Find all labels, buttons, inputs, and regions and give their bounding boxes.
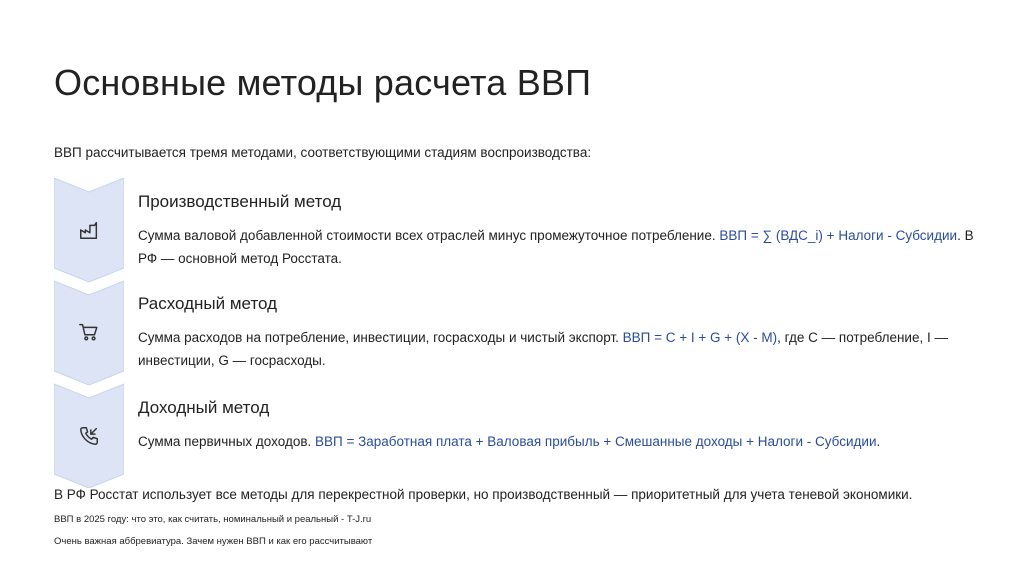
factory-icon xyxy=(78,219,100,241)
description-text: Сумма расходов на потребление, инвестиции, госрасходы и чистый экспорт. xyxy=(138,330,623,345)
conclusion-text: В РФ Росстат использует все методы для перекрестной проверки, но производственный — приоритетный для учета теневой экономики. xyxy=(54,487,913,502)
incoming-call-icon xyxy=(78,425,100,447)
page-title: Основные методы расчета ВВП xyxy=(54,62,592,103)
method-description xyxy=(138,224,978,270)
source-link[interactable]: ВВП в 2025 году: что это, как считать, номинальный и реальный - T-J.ru xyxy=(54,514,372,525)
description-text: Сумма валовой добавленной стоимости всех отраслей минус промежуточное потребление. xyxy=(138,228,720,243)
formula: ВВП = Заработная плата + Валовая прибыль + Смешанные доходы + Налоги - Субсидии xyxy=(315,434,877,449)
description-text: . xyxy=(876,434,881,449)
method-expenditure xyxy=(138,294,978,372)
method-title: Доходный метод xyxy=(138,398,270,417)
method-description xyxy=(138,430,978,453)
method-income xyxy=(138,398,978,453)
formula: ВВП = C + I + G + (X - M) xyxy=(622,330,778,345)
description-text: , где C — потребление, I — инвестиции, G — госрасходы. xyxy=(138,330,948,368)
description-text: Сумма первичных доходов. xyxy=(138,434,316,449)
method-production xyxy=(138,192,978,270)
method-title: Производственный метод xyxy=(138,192,342,211)
formula: ВВП = ∑ (ВДС_i) + Налоги - Субсидии xyxy=(719,228,958,243)
method-title: Расходный метод xyxy=(138,294,278,313)
description-text: . В РФ — основной метод Росстата. xyxy=(138,228,974,266)
intro-text: ВВП рассчитывается тремя методами, соответствующими стадиям воспроизводства: xyxy=(54,145,592,160)
source-link[interactable]: Очень важная аббревиатура. Зачем нужен ВВП и как его рассчитывают xyxy=(54,536,373,547)
shopping-cart-icon xyxy=(78,321,100,343)
process-chevrons xyxy=(54,178,124,488)
method-description xyxy=(138,326,978,372)
